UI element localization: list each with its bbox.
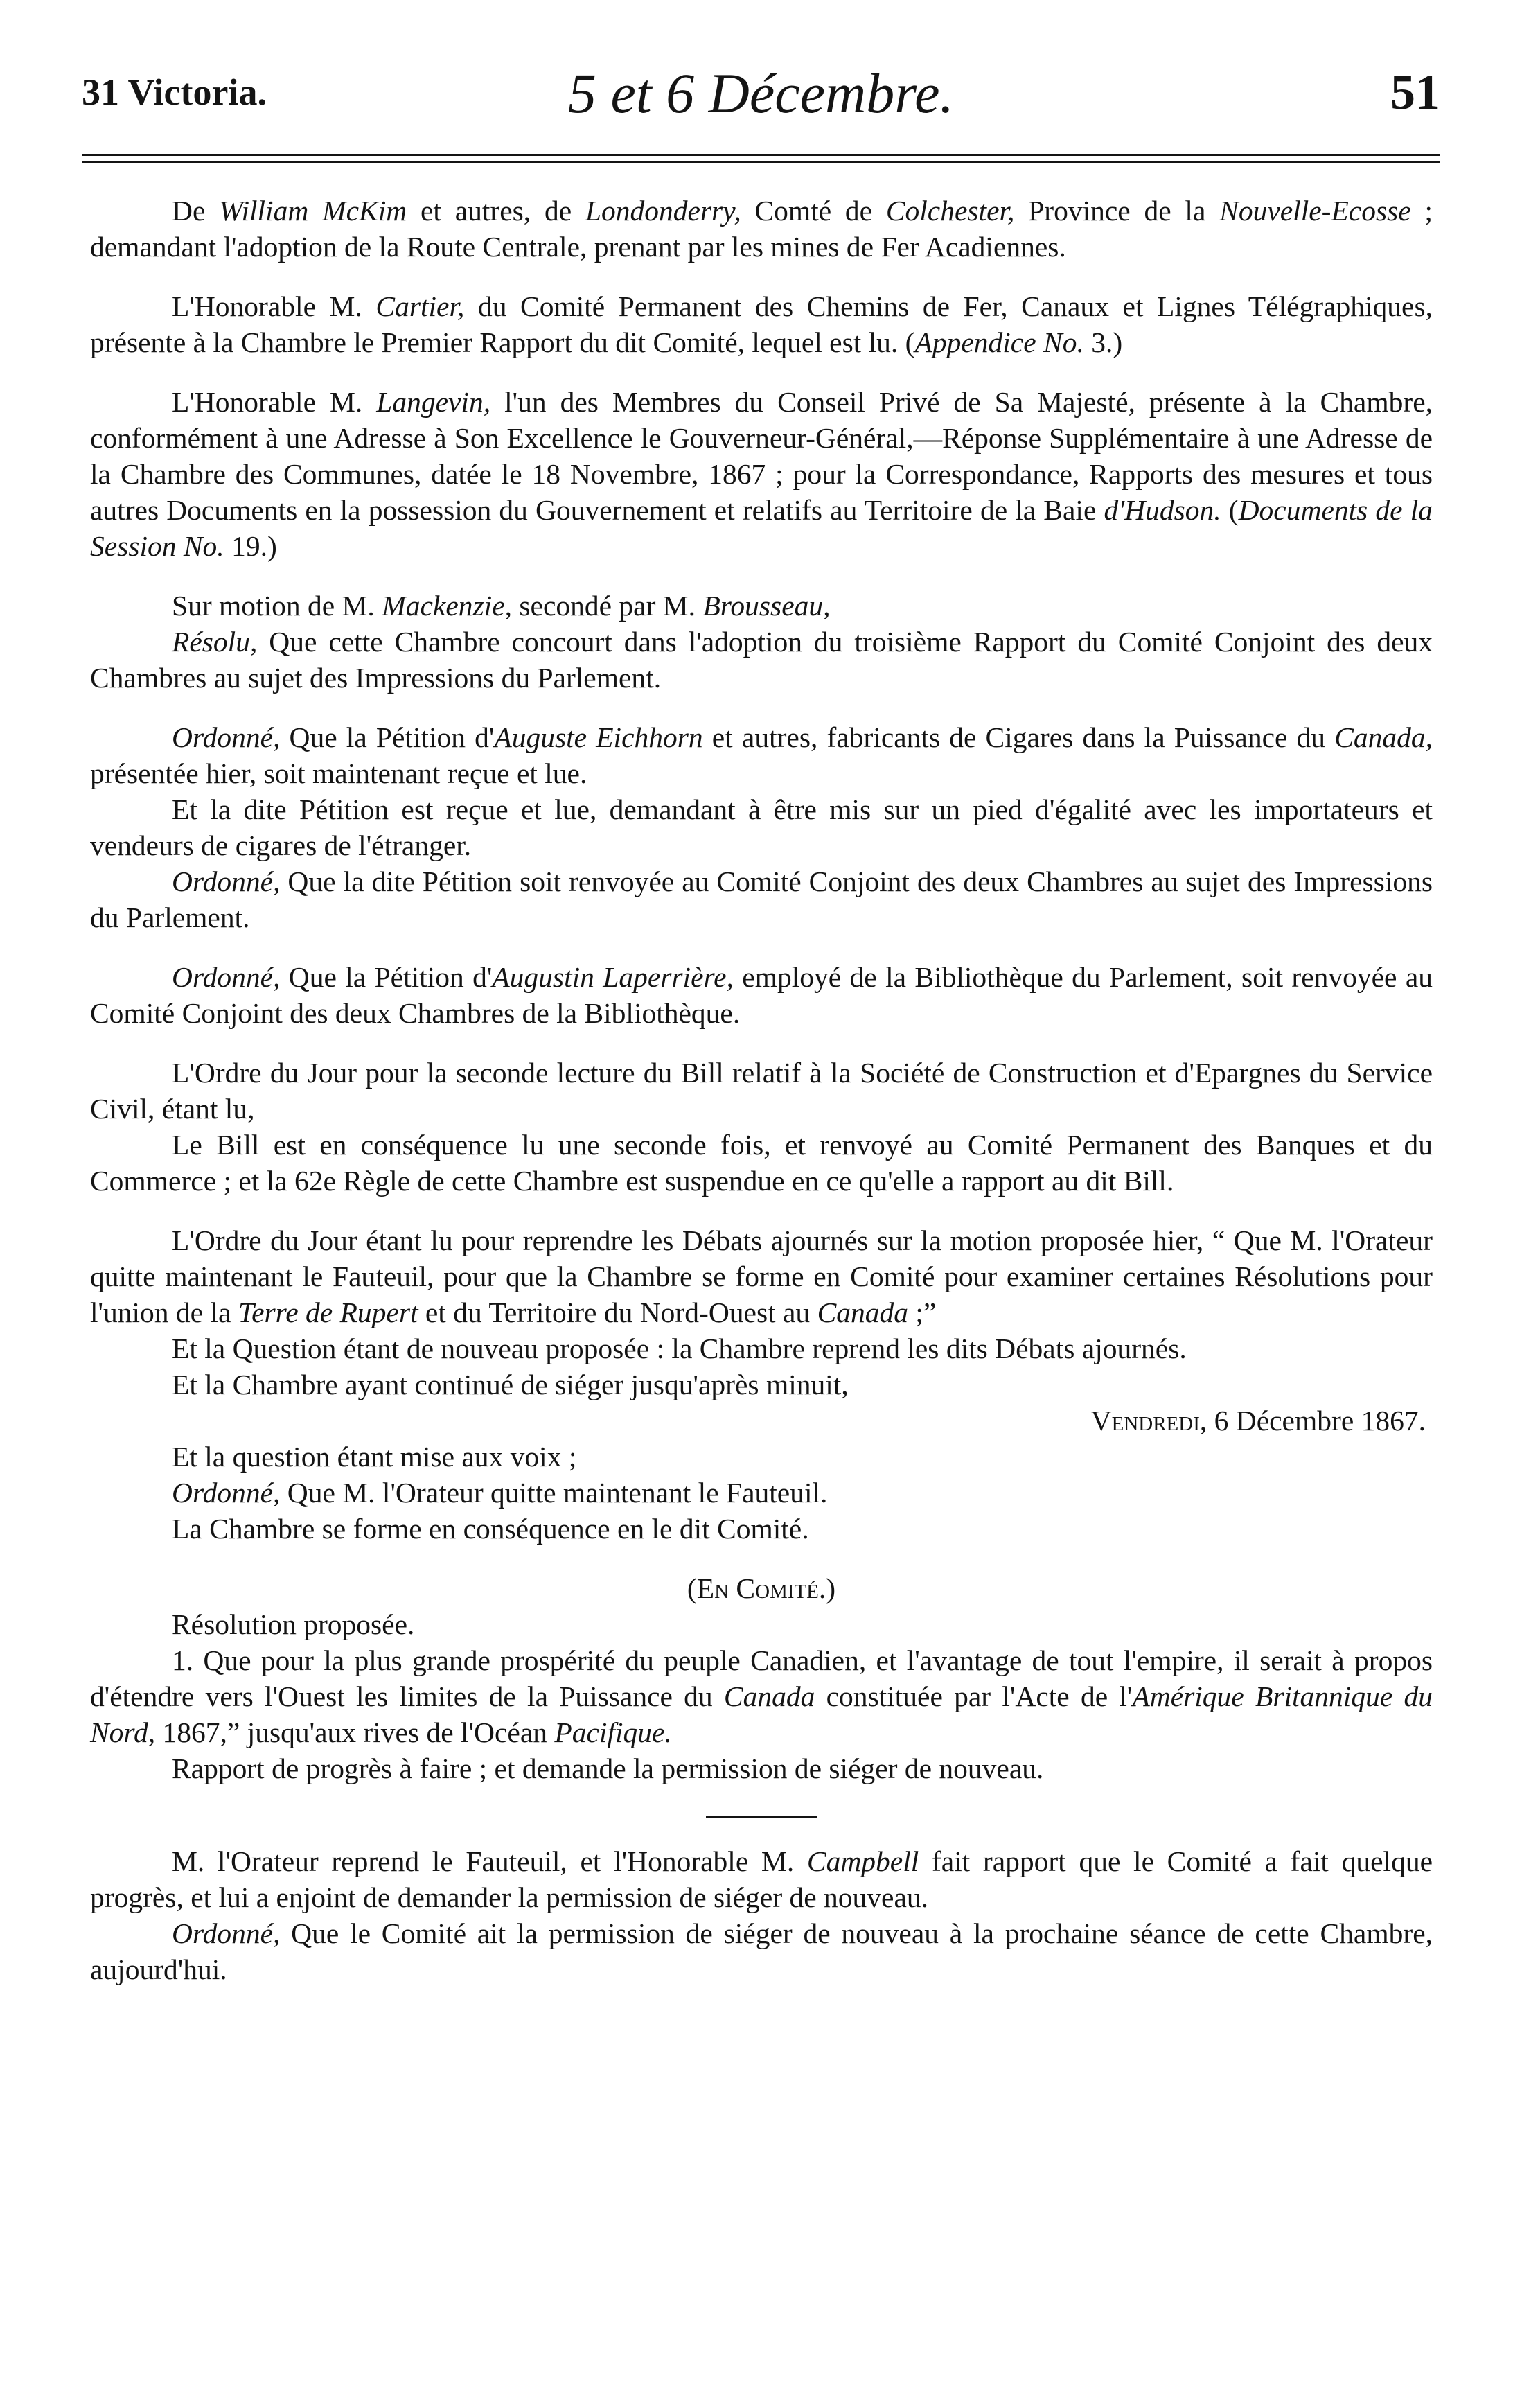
italic-run: Augustin Laperrière, — [492, 961, 734, 993]
paragraph — [90, 288, 1433, 360]
paragraph — [90, 1843, 1433, 1915]
paragraph — [90, 959, 1433, 1031]
italic-run: Documents de la Session No. — [90, 494, 1433, 562]
paragraph — [90, 1750, 1433, 1786]
italic-run: Ordonné, — [172, 865, 281, 897]
text-run: L'Honorable M. — [172, 290, 376, 322]
date-line — [90, 1403, 1433, 1439]
text-run: M. l'Orateur reprend le Fauteuil, et l'Honorable M. — [172, 1845, 807, 1877]
text-run: l'un des Membres du Conseil Privé de Sa Majesté, présente à la Chambre, conformément à une Adresse à Son Excellence le Gouverneur-Général,—Réponse Supplémentaire à une Adresse de la Chambre des Communes, datée le 18 Novembre, 1867 ; pour la Correspondance, Rapports des mesures et tous autres Documents en la possession du Gouvernement et relatifs au Territoire de la Baie — [90, 386, 1433, 526]
body-text — [90, 193, 1433, 1987]
paragraph — [90, 1055, 1433, 1127]
italic-run: Mackenzie, — [382, 590, 512, 622]
text-run: Et la Question étant de nouveau proposée : la Chambre reprend les dits Débats ajournés. — [172, 1333, 1187, 1364]
text-run: du Comité Permanent des Chemins de Fer, Canaux et Lignes Télégraphiques, présente à la Chambre le Premier Rapport du dit Comité, lequel est lu. ( — [90, 290, 1433, 358]
text-run: 1867,” jusqu'aux rives de l'Océan — [155, 1716, 555, 1748]
text-run: et autres, fabricants de Cigares dans la Puissance du — [702, 721, 1335, 753]
text-run: employé de la Bibliothèque du Parlement, soit renvoyée au Comité Conjoint des deux Chambres de la Bibliothèque. — [90, 961, 1433, 1029]
header-session: 31 Victoria. — [82, 71, 267, 113]
italic-run: Campbell — [806, 1845, 919, 1877]
text-run: 1. Que pour la plus grande prospérité du peuple Canadien, et l'avantage de tout l'empire, il serait à propos d'étendre vers l'Ouest les limites de la Puissance du — [90, 1644, 1433, 1712]
italic-run: Canada, — [1334, 721, 1433, 753]
paragraph — [90, 1606, 1433, 1642]
text-run: Et la Chambre ayant continué de siéger jusqu'après minuit, — [172, 1369, 849, 1400]
text-run: Rapport de progrès à faire ; et demande la permission de siéger de nouveau. — [172, 1752, 1044, 1784]
paragraph — [90, 1330, 1433, 1366]
italic-run: d'Hudson. — [1104, 494, 1221, 526]
text-run: Que M. l'Orateur quitte maintenant le Fauteuil. — [280, 1477, 828, 1509]
italic-run: Langevin, — [376, 386, 491, 418]
paragraph — [90, 863, 1433, 935]
text-run: ( — [1221, 494, 1239, 526]
italic-run: Cartier, — [375, 290, 465, 322]
italic-run: Amérique Britannique du Nord, — [90, 1680, 1433, 1748]
text-run: 6 Décembre 1867. — [1207, 1405, 1426, 1436]
paragraph — [90, 1439, 1433, 1475]
italic-run: Pacifique. — [554, 1716, 672, 1748]
text-run: Que le Comité ait la permission de siéger de nouveau à la prochaine séance de cette Chambre, aujourd'hui. — [90, 1917, 1433, 1985]
text-run: constituée par l'Acte de l' — [815, 1680, 1133, 1712]
paragraph — [90, 1127, 1433, 1199]
italic-run: Nouvelle-Ecosse — [1219, 195, 1411, 227]
text-run: secondé par M. — [512, 590, 703, 622]
paragraph — [90, 1915, 1433, 1987]
paragraph — [90, 791, 1433, 863]
header-date: 5 et 6 Décembre. — [567, 62, 955, 125]
italic-run: Résolu, — [172, 626, 258, 658]
small-caps-run: (En Comité.) — [687, 1572, 836, 1604]
text-run: et autres, de — [407, 195, 585, 227]
small-caps-run: Vendredi, — [1090, 1405, 1207, 1436]
text-run: ; demandant l'adoption de la Route Centrale, prenant par les mines de Fer Acadiennes. — [90, 195, 1433, 263]
paragraph — [90, 384, 1433, 564]
text-run: ;” — [908, 1297, 937, 1328]
italic-run: Ordonné, — [172, 1477, 281, 1509]
text-run: Sur motion de M. — [172, 590, 382, 622]
text-run: L'Ordre du Jour étant lu pour reprendre les Débats ajournés sur la motion proposée hier, “ Que M. l'Orateur quitte maintenant le Fauteuil, pour que la Chambre se forme en Comité pour examiner certaines Résolutions pour l'union de la — [90, 1224, 1433, 1328]
running-header — [82, 61, 1440, 137]
italic-run: Ordonné, — [172, 1917, 281, 1949]
italic-run: Canada — [723, 1680, 815, 1712]
paragraph — [90, 624, 1433, 696]
header-rule-bottom — [82, 161, 1440, 163]
text-run: présentée hier, soit maintenant reçue et lue. — [90, 757, 587, 789]
paragraph — [90, 1366, 1433, 1403]
text-run: et du Territoire du Nord-Ouest au — [418, 1297, 817, 1328]
paragraph — [90, 1222, 1433, 1330]
text-run: De — [172, 195, 220, 227]
text-run: Que la Pétition d' — [280, 961, 493, 993]
paragraph — [90, 719, 1433, 791]
text-run: Le Bill est en conséquence lu une seconde fois, et renvoyé au Comité Permanent des Banques et du Commerce ; et la 62e Règle de cette Chambre est suspendue en ce qu'elle a rapport au dit Bill. — [90, 1129, 1433, 1197]
italic-run: Brousseau, — [702, 590, 831, 622]
text-run: La Chambre se forme en conséquence en le dit Comité. — [172, 1513, 809, 1545]
italic-run: Terre de Rupert — [238, 1297, 418, 1328]
text-run: 19.) — [224, 530, 277, 562]
paragraph — [90, 1642, 1433, 1750]
text-run: fait rapport que le Comité a fait quelque progrès, et lui a enjoint de demander la permission de siéger de nouveau. — [90, 1845, 1433, 1913]
text-run: Et la question étant mise aux voix ; — [172, 1441, 577, 1473]
text-run: L'Honorable M. — [172, 386, 377, 418]
text-run: Province de la — [1014, 195, 1220, 227]
committee-heading — [90, 1570, 1433, 1606]
paragraph — [90, 1511, 1433, 1547]
text-run: Comté de — [741, 195, 886, 227]
text-run: 3.) — [1083, 326, 1123, 358]
text-run: Que la dite Pétition soit renvoyée au Comité Conjoint des deux Chambres au sujet des Impressions du Parlement. — [90, 865, 1433, 933]
italic-run: Ordonné, — [172, 961, 281, 993]
page-number: 51 — [1390, 64, 1440, 120]
paragraph — [90, 1475, 1433, 1511]
text-run: Que cette Chambre concourt dans l'adoption du troisième Rapport du Comité Conjoint des deux Chambres au sujet des Impressions du Parlement. — [90, 626, 1433, 694]
italic-run: Appendice No. — [914, 326, 1084, 358]
italic-run: Canada — [817, 1297, 908, 1328]
italic-run: Londonderry, — [585, 195, 741, 227]
paragraph — [90, 588, 1433, 624]
paragraph — [90, 193, 1433, 265]
header-rule-top — [82, 154, 1440, 156]
section-divider — [706, 1816, 817, 1818]
text-run: L'Ordre du Jour pour la seconde lecture du Bill relatif à la Société de Construction et d'Epargnes du Service Civil, étant lu, — [90, 1057, 1433, 1125]
italic-run: Colchester, — [885, 195, 1015, 227]
italic-run: Ordonné, — [172, 721, 281, 753]
text-run: Résolution proposée. — [172, 1608, 415, 1640]
text-run: Et la dite Pétition est reçue et lue, demandant à être mis sur un pied d'égalité avec les importateurs et vendeurs de cigares de l'étranger. — [90, 793, 1433, 861]
text-run: Que la Pétition d' — [280, 721, 495, 753]
italic-run: Auguste Eichhorn — [494, 721, 703, 753]
italic-run: William McKim — [219, 195, 407, 227]
